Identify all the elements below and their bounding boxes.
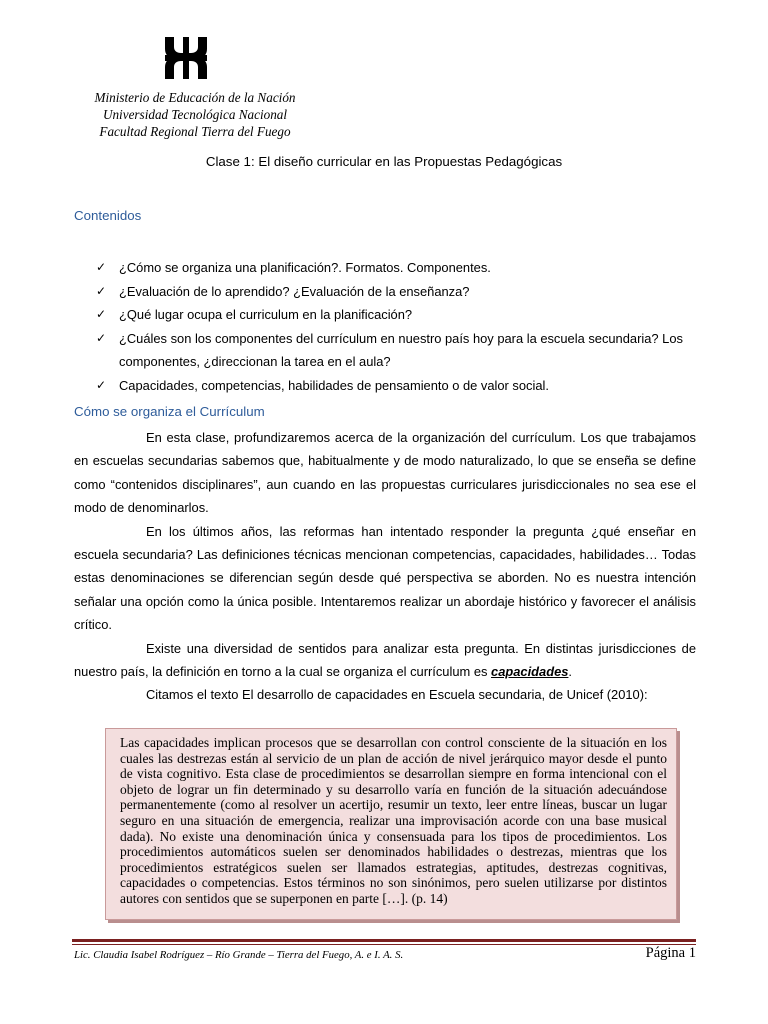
curriculum-section-heading: Cómo se organiza el Currículum [74,404,265,419]
checkmark-icon: ✓ [96,260,107,274]
page-number: Página 1 [645,945,696,961]
header-line-faculty: Facultad Regional Tierra del Fuego [99,124,291,139]
utn-logo-icon [165,37,207,79]
checkmark-icon: ✓ [96,283,107,298]
body-text [74,426,696,707]
list-item-text: Capacidades, competencias, habilidades de pensamiento o de valor social. [119,377,549,393]
quote-text: Las capacidades implican procesos que se desarrollan con control consciente de la situación en los cuales las destrezas están al servicio de un plan de acción de nivel jerárquico mayor desde el punto de vista cognitivo. Esta clase de procedimientos se desarrollan siempre en forma intencional con el objeto de lograr un fin determinado y su desarrollo varía en función de la situación adecuándose permanentemente (como al resolver un acertijo, resumir un texto, leer entre líneas, buscar un lugar seguro en una situación de emergencia, realizar una improvisación acorde con una base musical dada). No existe una denominación única y consensuada para los tipos de procedimientos. Los procedimientos automáticos suelen ser denominados habilidades o destrezas, mientras que los procedimientos estratégicos suelen ser llamados estrategias, aptitudes, destrezas cognitivas, capacidades o competencias. Estos términos no son sinónimos, pero suelen utilizarse por distintos autores con sentidos que se superponen en parte […]. (p. 14) [120,735,667,906]
list-item-text: ¿Cómo se organiza una planificación?. Formatos. Componentes. [119,260,491,275]
capacidades-emphasis: capacidades [491,664,569,680]
list-item-text: ¿Evaluación de lo aprendido? ¿Evaluación de la enseñanza? [119,283,470,299]
paragraph-3 [74,637,696,684]
paragraph-3-end: . [568,664,573,680]
contenidos-heading: Contenidos [74,208,142,223]
paragraph-3-text: Existe una diversidad de sentidos para analizar esta pregunta. En distintas jurisdicciones de nuestro país, la definición en torno a la cual se organiza el currículum es [74,640,696,680]
list-item [96,256,696,280]
footer-divider-thin [72,944,696,945]
contenidos-list [96,256,696,397]
checkmark-icon: ✓ [96,307,107,321]
header-line-ministry: Ministerio de Educación de la Nación [94,90,296,105]
list-item [96,327,696,374]
list-item [96,303,696,327]
footer-author: Lic. Claudia Isabel Rodríguez – Río Grande – Tierra del Fuego, A. e I. A. S. [74,949,404,961]
institution-header [70,89,320,140]
checkmark-icon: ✓ [96,377,107,392]
header-line-university: Universidad Tecnológica Nacional [102,107,288,122]
list-item [96,374,696,398]
footer-divider [72,939,696,942]
checkmark-icon: ✓ [96,330,107,345]
list-item-text: ¿Qué lugar ocupa el curriculum en la planificación? [119,307,413,322]
paragraph-2: En los últimos años, las reformas han intentado responder la pregunta ¿qué enseñar en escuela secundaria? Las definiciones técnicas mencionan competencias, capacidades, habilidades… Todas estas denominaciones se diferencian según desde qué perspectiva se aborden. No es nuestra intención señalar una opción como la única posible. Intentaremos realizar un abordaje histórico y favorecer el análisis crítico. [74,523,696,633]
paragraph-1: En esta clase, profundizaremos acerca de la organización del currículum. Los que trabajamos en escuelas secundarias sabemos que, habitualmente y de modo naturalizado, lo que se enseña se define como “contenidos disciplinares”, aun cuando en las propuestas curriculares jurisdiccionales no sea ese el modo de denominarlos. [74,430,696,516]
paragraph-4: Citamos el texto El desarrollo de capacidades en Escuela secundaria, de Unicef (2010): [146,687,648,703]
unicef-quote-box [105,728,677,920]
document-title: Clase 1: El diseño curricular en las Propuestas Pedagógicas [205,154,563,169]
list-item [96,280,696,304]
list-item-text: ¿Cuáles son los componentes del currículum en nuestro país hoy para la escuela secundaria? Los componentes, ¿direccionan la tarea en el aula? [119,330,683,369]
